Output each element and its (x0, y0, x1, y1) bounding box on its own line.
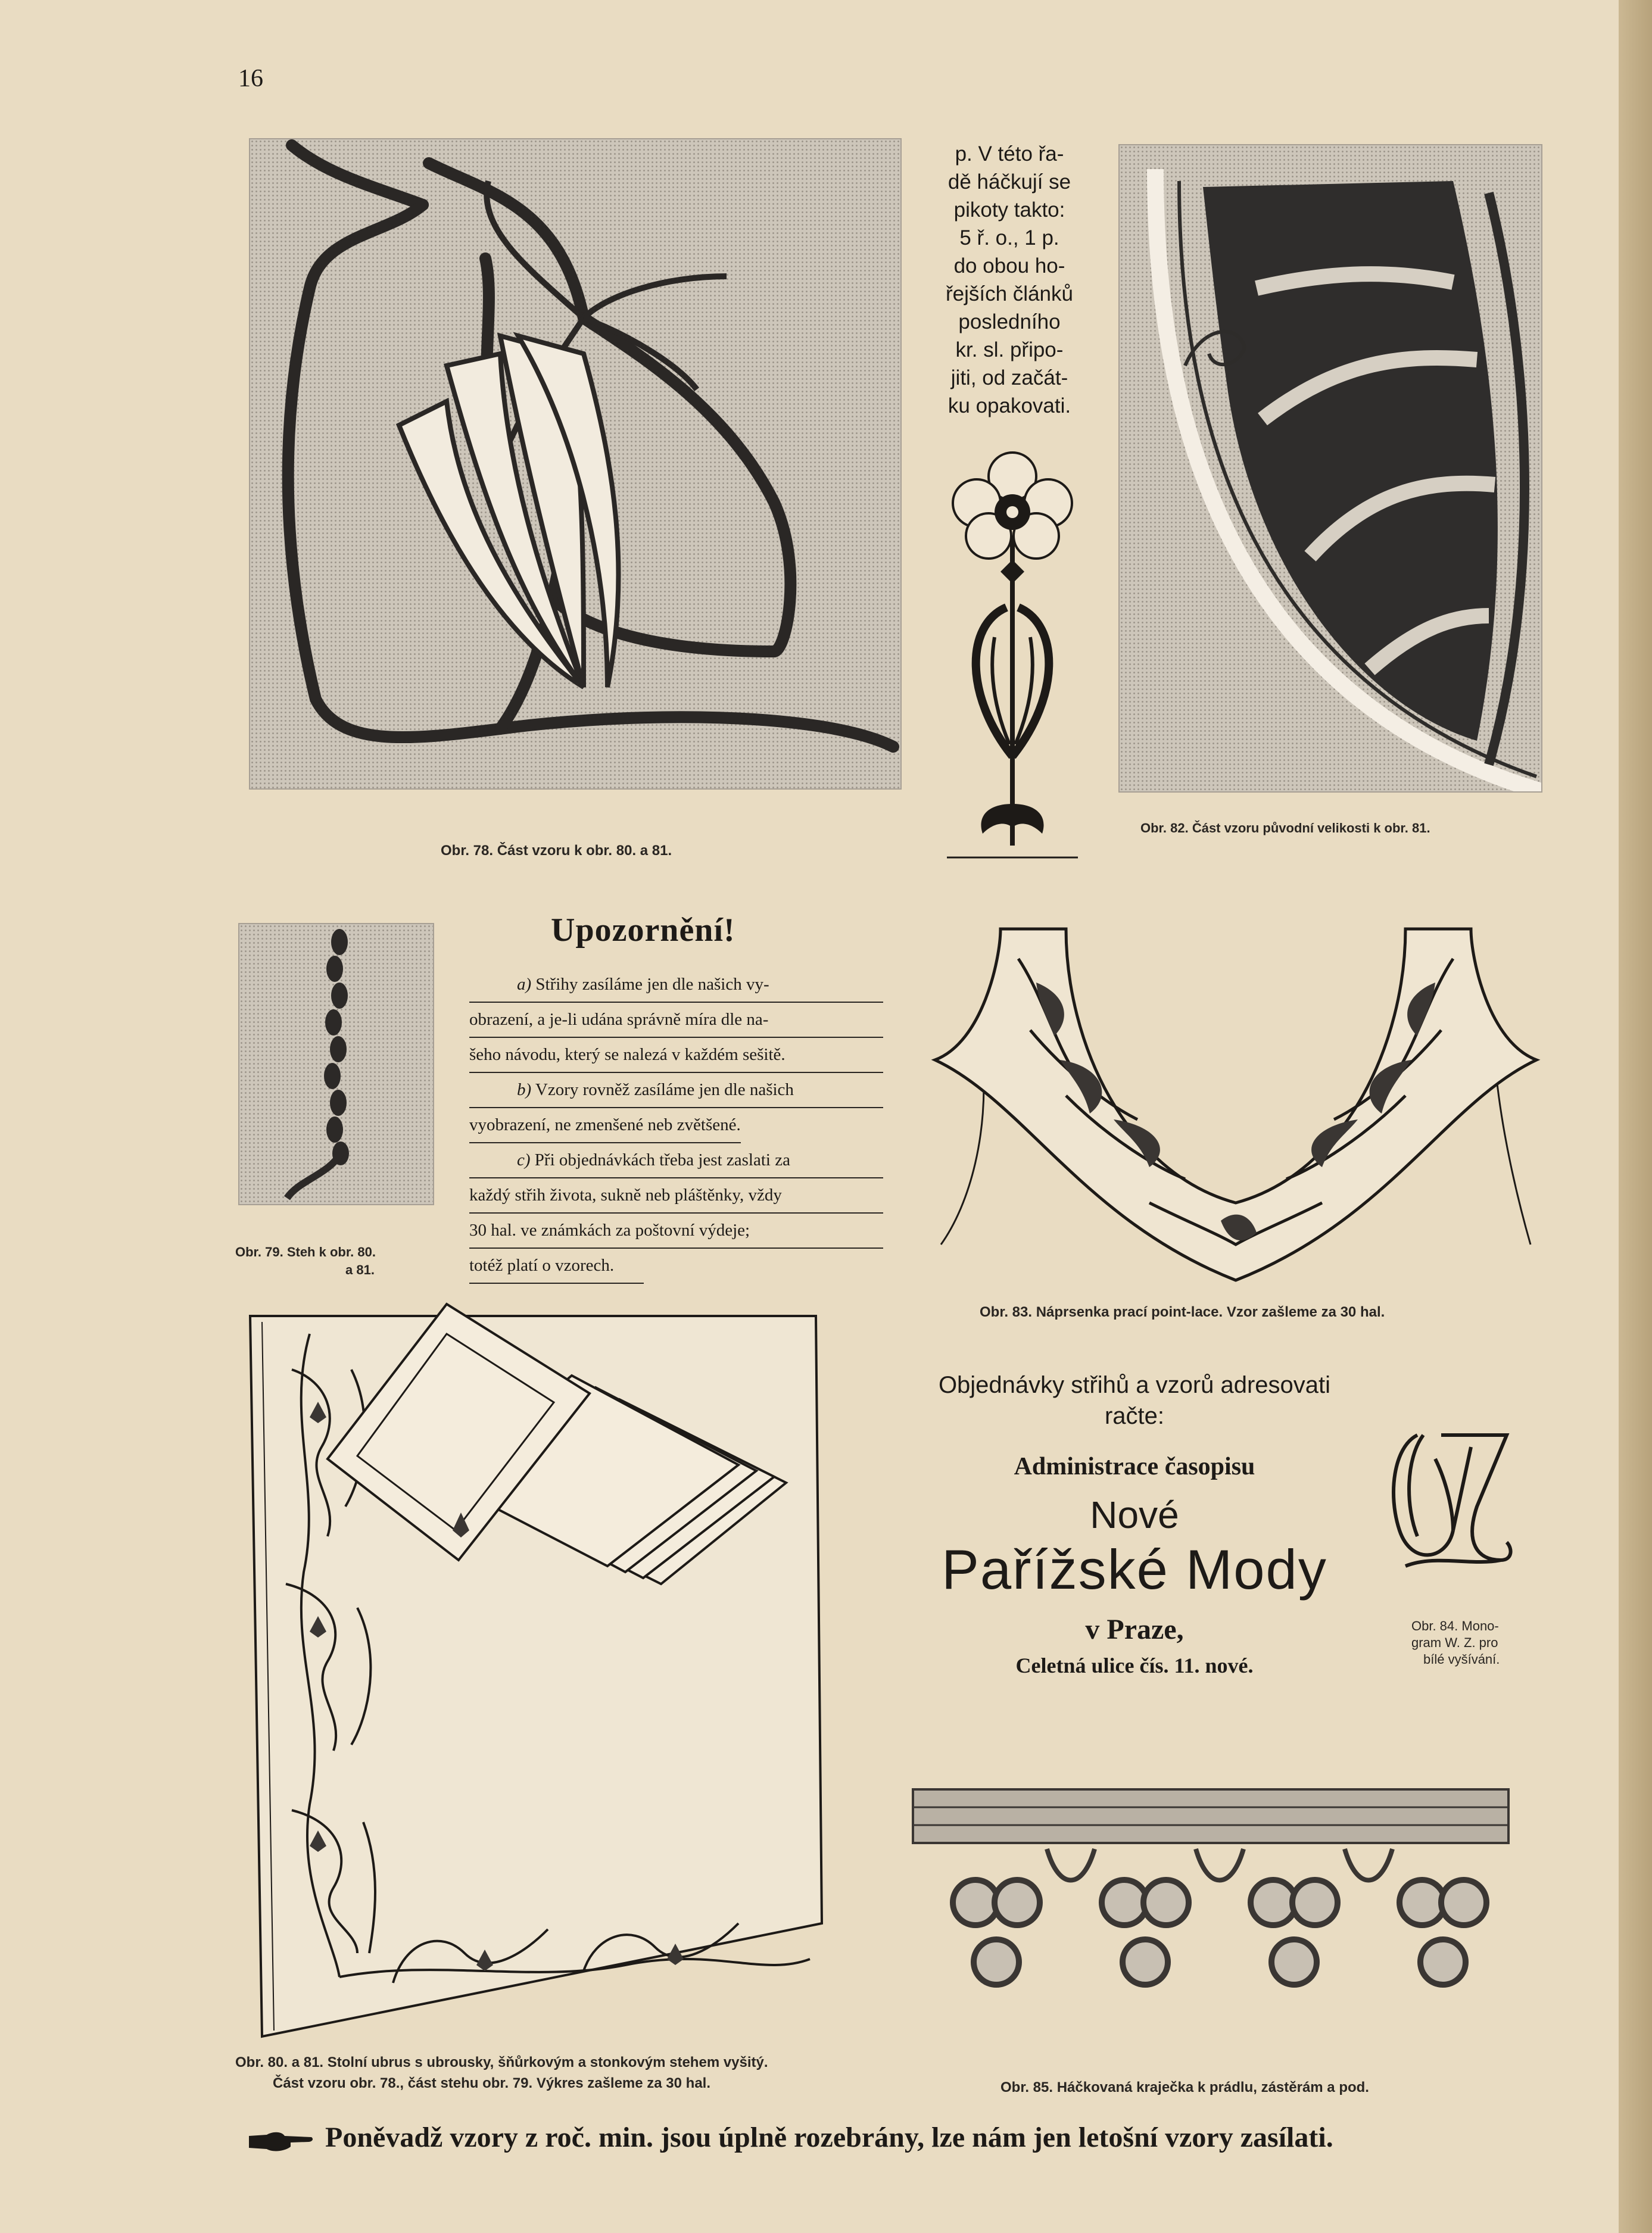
notice-line: obrazení, a je-li udána správně míra dle na- (469, 1003, 883, 1038)
caption-obr-85: Obr. 85. Háčkovaná kraječka k prádlu, zástěrám a pod. (1000, 2079, 1369, 2095)
order-magazine-name: Pařížské Mody (942, 1538, 1327, 1601)
notice-prefix-c: c) (517, 1150, 531, 1169)
notice-text: Vzory rovněž zasíláme jen dle našich (535, 1080, 794, 1099)
notice-text: Při objednávkách třeba jest zaslati za (534, 1150, 790, 1169)
figure-84-monogram (1382, 1411, 1519, 1590)
notice-body (469, 968, 883, 1284)
caption-obr-82: Obr. 82. Část vzoru původní velikosti k obr. 81. (1140, 821, 1430, 835)
pointing-hand-icon (249, 2128, 314, 2152)
notice-line: šeho návodu, který se nalezá v každém sešitě. (469, 1038, 883, 1073)
order-street: Celetná ulice čís. 11. nové. (1015, 1654, 1254, 1677)
caption-obr-80-line1: Obr. 80. a 81. Stolní ubrus s ubrousky, šňůrkovým a stonkovým stehem vyšitý. (235, 2054, 768, 2070)
figure-79-photo (238, 923, 434, 1205)
notice-title: Upozornění! (551, 912, 735, 949)
art-nouveau-flower-icon (941, 447, 1084, 863)
notice-line: totéž platí o vzorech. (469, 1249, 644, 1284)
monogram-wz-icon (1382, 1411, 1519, 1590)
notice-line (469, 968, 883, 1003)
embroidered-fan-illustration (1120, 145, 1541, 791)
notice-prefix-b: b) (517, 1080, 532, 1099)
caption-obr-80-line2: Část vzoru obr. 78., část stehu obr. 79. Výkres zašleme za 30 hal. (273, 2075, 711, 2091)
notice-line (469, 1143, 883, 1178)
crochet-line: do obou ho- (953, 254, 1065, 277)
figure-83-collar (911, 923, 1560, 1292)
point-lace-collar-illustration (911, 923, 1560, 1292)
notice-text: Střihy zasíláme jen dle našich vy- (535, 975, 769, 994)
order-line-2: račte: (1104, 1403, 1165, 1429)
figure-78-photo (249, 138, 902, 790)
crochet-line: posledního (958, 310, 1061, 333)
page-edge (1619, 0, 1652, 2233)
notice-line: každý střih života, sukně neb pláštěnky, vždy (469, 1178, 883, 1214)
caption-obr-79-line2: a 81. (345, 1262, 375, 1277)
order-address (905, 1370, 1364, 1678)
order-nove: Nové (1090, 1493, 1179, 1536)
crochet-line: p. V této řa- (955, 142, 1064, 166)
order-admin: Administrace časopisu (1014, 1453, 1255, 1480)
caption-obr-78: Obr. 78. Část vzoru k obr. 80. a 81. (441, 843, 672, 859)
bottom-note (249, 2121, 1529, 2154)
bottom-note-text: Poněvadž vzory z roč. min. jsou úplně rozebrány, lze nám jen letošní vzory zasílati. (325, 2122, 1333, 2153)
crochet-lace-trim-illustration (910, 1777, 1511, 2028)
caption-obr-84-line1: Obr. 84. Mono- (1411, 1618, 1499, 1633)
flower-ornament (941, 447, 1084, 863)
lily-embroidery-illustration (250, 139, 900, 788)
crochet-line: 5 ř. o., 1 p. (959, 226, 1059, 250)
crochet-line: řejších článků (946, 282, 1073, 305)
crochet-line: jiti, od začát- (950, 366, 1068, 389)
caption-obr-83: Obr. 83. Náprsenka prací point-lace. Vzor zašleme za 30 hal. (980, 1304, 1385, 1320)
notice-prefix-a: a) (517, 975, 532, 994)
order-city: v Praze, (1085, 1614, 1184, 1645)
figure-80-81-tablecloth (238, 1298, 881, 2054)
caption-obr-84-line2: gram W. Z. pro (1411, 1635, 1498, 1650)
crochet-line: kr. sl. připo- (955, 338, 1064, 361)
figure-82-photo (1118, 144, 1542, 793)
caption-obr-79-line1: Obr. 79. Steh k obr. 80. (235, 1245, 376, 1259)
figure-85-crochet-lace (910, 1777, 1511, 2028)
notice-line: vyobrazení, ne zmenšené neb zvětšené. (469, 1108, 741, 1143)
tablecloth-with-napkins-illustration (238, 1298, 881, 2054)
crochet-line: ku opakovati. (947, 394, 1071, 417)
order-line-1: Objednávky střihů a vzorů adresovati (938, 1372, 1331, 1398)
crochet-line: pikoty takto: (953, 198, 1065, 222)
notice-line (469, 1073, 883, 1108)
notice-line: 30 hal. ve známkách za poštovní výdeje; (469, 1214, 883, 1249)
page-number: 16 (238, 65, 263, 92)
caption-obr-84-line3: bílé vyšívání. (1423, 1652, 1500, 1667)
crochet-instructions (932, 140, 1087, 420)
chain-stitch-illustration (239, 924, 433, 1204)
crochet-line: dě háčkují se (947, 170, 1071, 194)
